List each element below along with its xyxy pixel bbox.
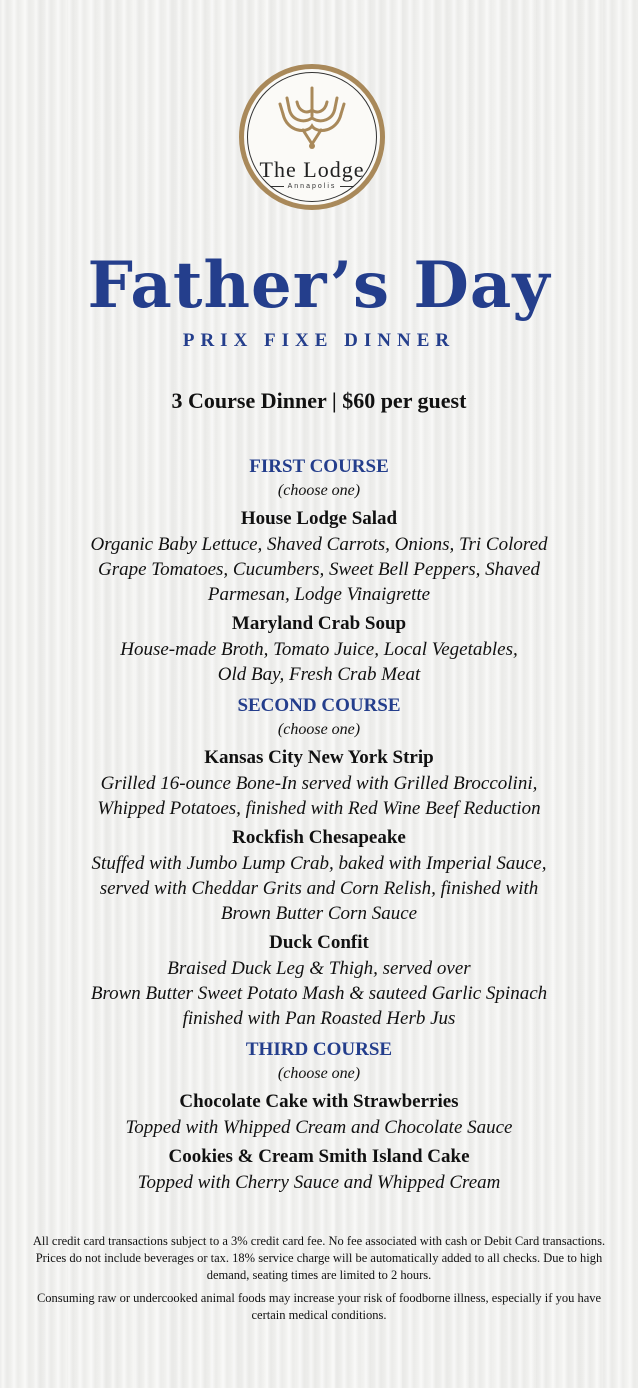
- dish-description-line: Parmesan, Lodge Vinaigrette: [207, 584, 431, 605]
- course-note: (choose one): [277, 1065, 361, 1082]
- dish-description-line: Organic Baby Lettuce, Shaved Carrots, Onions, Tri Colored: [90, 534, 548, 555]
- dish-name: Chocolate Cake with Strawberries: [179, 1091, 459, 1112]
- course-note: (choose one): [277, 482, 361, 499]
- dish-name: Kansas City New York Strip: [204, 747, 434, 768]
- course-section: [40, 1037, 598, 1195]
- page-title: Father’s Day: [87, 248, 551, 323]
- dish-description-line: Topped with Cherry Sauce and Whipped Cream: [137, 1172, 501, 1193]
- dish-name: Rockfish Chesapeake: [232, 827, 406, 848]
- course-heading: FIRST COURSE: [249, 456, 389, 477]
- logo-city: Annapolis: [239, 183, 385, 190]
- price-line: 3 Course Dinner | $60 per guest: [171, 388, 467, 413]
- dish-name: Maryland Crab Soup: [231, 613, 407, 634]
- dish-description-line: Grape Tomatoes, Cucumbers, Sweet Bell Peppers, Shaved: [97, 559, 541, 580]
- dish-name: Duck Confit: [269, 932, 369, 953]
- dish-description-line: Whipped Potatoes, finished with Red Wine Beef Reduction: [97, 798, 541, 819]
- dish-description-line: Brown Butter Corn Sauce: [220, 903, 418, 924]
- course-note: (choose one): [277, 721, 361, 738]
- dish-description-line: Grilled 16-ounce Bone-In served with Grilled Broccolini,: [100, 773, 538, 794]
- food-safety-warning: Consuming raw or undercooked animal foods may increase your risk of foodborne illness, especially if you have certain medical conditions.: [36, 1291, 602, 1322]
- dish-description-line: Stuffed with Jumbo Lump Crab, baked with Imperial Sauce,: [91, 853, 547, 874]
- course-section: [40, 454, 598, 687]
- chandelier-icon: [277, 86, 347, 152]
- dish-name: Cookies & Cream Smith Island Cake: [168, 1146, 470, 1167]
- dish-description-line: Topped with Whipped Cream and Chocolate Sauce: [125, 1117, 513, 1138]
- dish-description-line: Old Bay, Fresh Crab Meat: [217, 664, 421, 685]
- dish-name: House Lodge Salad: [240, 508, 398, 529]
- course-heading: THIRD COURSE: [245, 1039, 393, 1060]
- course-section: [40, 693, 598, 1031]
- dish-description-line: Brown Butter Sweet Potato Mash & sauteed Garlic Spinach: [90, 983, 548, 1004]
- logo-name: The Lodge: [259, 157, 365, 182]
- lodge-logo: [239, 64, 385, 222]
- menu: [40, 448, 598, 1195]
- dish-description-line: Braised Duck Leg & Thigh, served over: [167, 958, 471, 979]
- course-heading: SECOND COURSE: [237, 695, 401, 716]
- dish-description-line: finished with Pan Roasted Herb Jus: [182, 1008, 456, 1029]
- footer: [30, 1233, 608, 1330]
- dish-description-line: House-made Broth, Tomato Juice, Local Vegetables,: [120, 639, 518, 660]
- fee-disclaimer: All credit card transactions subject to a 3% credit card fee. No fee associated with cash or Debit Card transactions. Prices do not include beverages or tax. 18% service charge will be automatically added to all checks. Due to high demand, seating times are limited to 2 hours.: [32, 1234, 606, 1282]
- dish-description-line: served with Cheddar Grits and Corn Relish, finished with: [99, 878, 539, 899]
- page-subtitle: PRIX FIXE DINNER: [182, 330, 456, 351]
